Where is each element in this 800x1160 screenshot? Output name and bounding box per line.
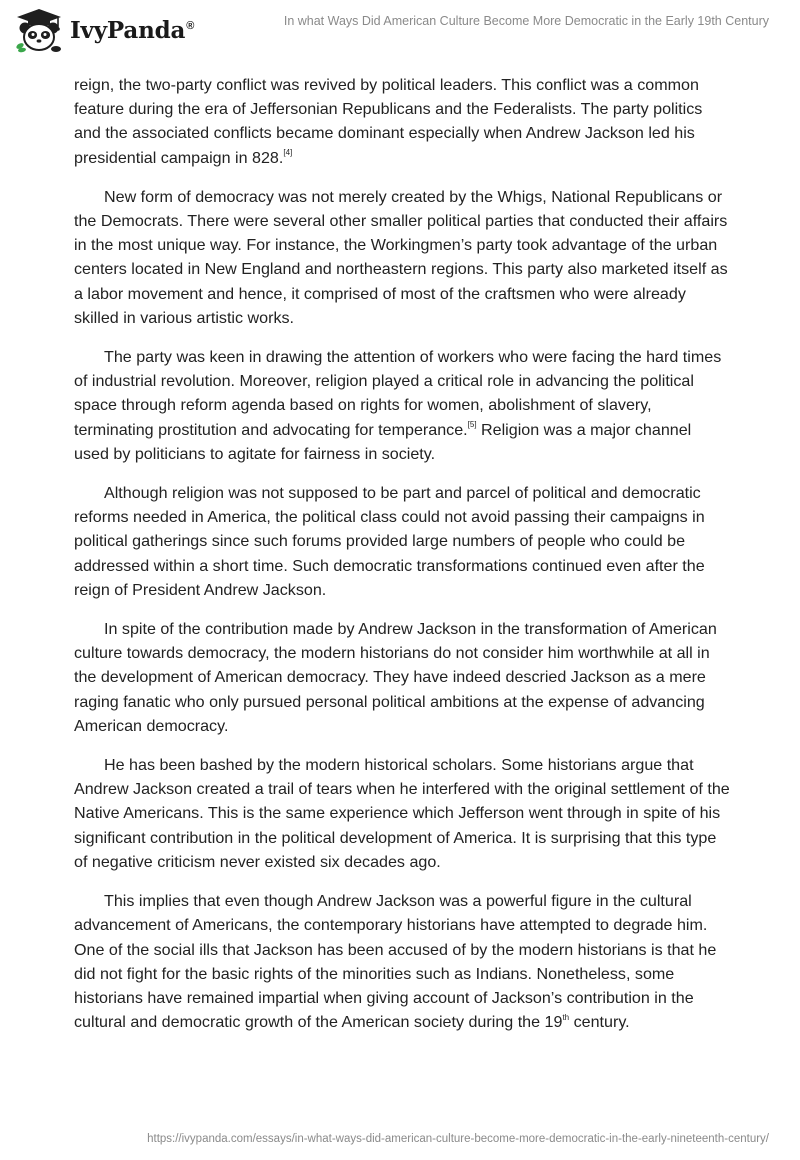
page-header <box>0 0 800 60</box>
paragraph-4: Although religion was not supposed to be part and parcel of political and democratic reforms needed in America, the political class could not avoid passing their campaigns in political gatherings since such forums provided large numbers of people who could be addressed within a short time. Such democratic transformations continued even after the reign of President Andrew Jackson. <box>74 484 705 599</box>
paragraph-2: New form of democracy was not merely created by the Whigs, National Republicans or the Democrats. There were several other smaller political parties that conducted their affairs in the most unique way. For instance, the Workingmen’s party took advantage of the urban centers located in New England and northeastern regions. This party also marketed itself as a labor movement and hence, it comprised of most of the craftsmen who were already skilled in various artistic works. <box>74 187 728 327</box>
citation-5[interactable]: [5] <box>467 420 477 430</box>
essay-title: In what Ways Did American Culture Become More Democratic in the Early 19th Century <box>283 14 769 28</box>
panda-logo-icon <box>14 6 64 54</box>
paragraph-1: reign, the two-party conflict was revived by political leaders. This conflict was a common feature during the era of Jeffersonian Republicans and the Federalists. The party politics and the associated conflicts became dominant especially when Andrew Jackson led his presidential campaign in 828.[4] <box>74 76 703 167</box>
essay-body <box>74 73 730 1049</box>
paragraph-6: He has been bashed by the modern historical scholars. Some historians argue that Andrew Jackson created a trail of tears when he interfered with the original settlement of the Native Americans. This is the same experience which Jefferson went through in spite of his significant contribution in the political development of America. It is surprising that this type of negative criticism never existed six decades ago. <box>74 756 730 871</box>
paragraph-7: This implies that even though Andrew Jackson was a powerful figure in the cultural advancement of Americans, the contemporary historians have attempted to degrade him. One of the social ills that Jackson has been accused of by the modern historians is that he did not fight for the basic rights of the minorities such as Indians. Nonetheless, some historians have remained impartial when giving account of Jackson’s contribution in the cultural and democratic growth of the American society during the 19th century. <box>74 892 717 1032</box>
brand-logo[interactable] <box>14 6 194 54</box>
paragraph-5: In spite of the contribution made by Andrew Jackson in the transformation of American culture towards democracy, the modern historians do not consider him worthwhile at all in the development of American democracy. They have indeed descried Jackson as a mere raging fanatic who only pursued personal political ambitions at the expense of advancing American democracy. <box>74 620 717 735</box>
paragraph-3: The party was keen in drawing the attention of workers who were facing the hard times of industrial revolution. Moreover, religion played a critical role in advancing the political space through reform agenda based on rights for women, abolishment of slavery, terminating prostitution and advocating for temperance.[5] Religion was a major channel used by politicians to agitate for fairness in society. <box>74 348 722 463</box>
source-url[interactable]: https://ivypanda.com/essays/in-what-ways-did-american-culture-become-more-democratic-in-the-early-nineteenth-century/ <box>147 1133 769 1145</box>
citation-4[interactable]: [4] <box>283 148 293 158</box>
ordinal-suffix: th <box>562 1012 570 1022</box>
registered-mark: ® <box>186 19 195 32</box>
brand-name: IvyPanda® <box>70 16 195 44</box>
